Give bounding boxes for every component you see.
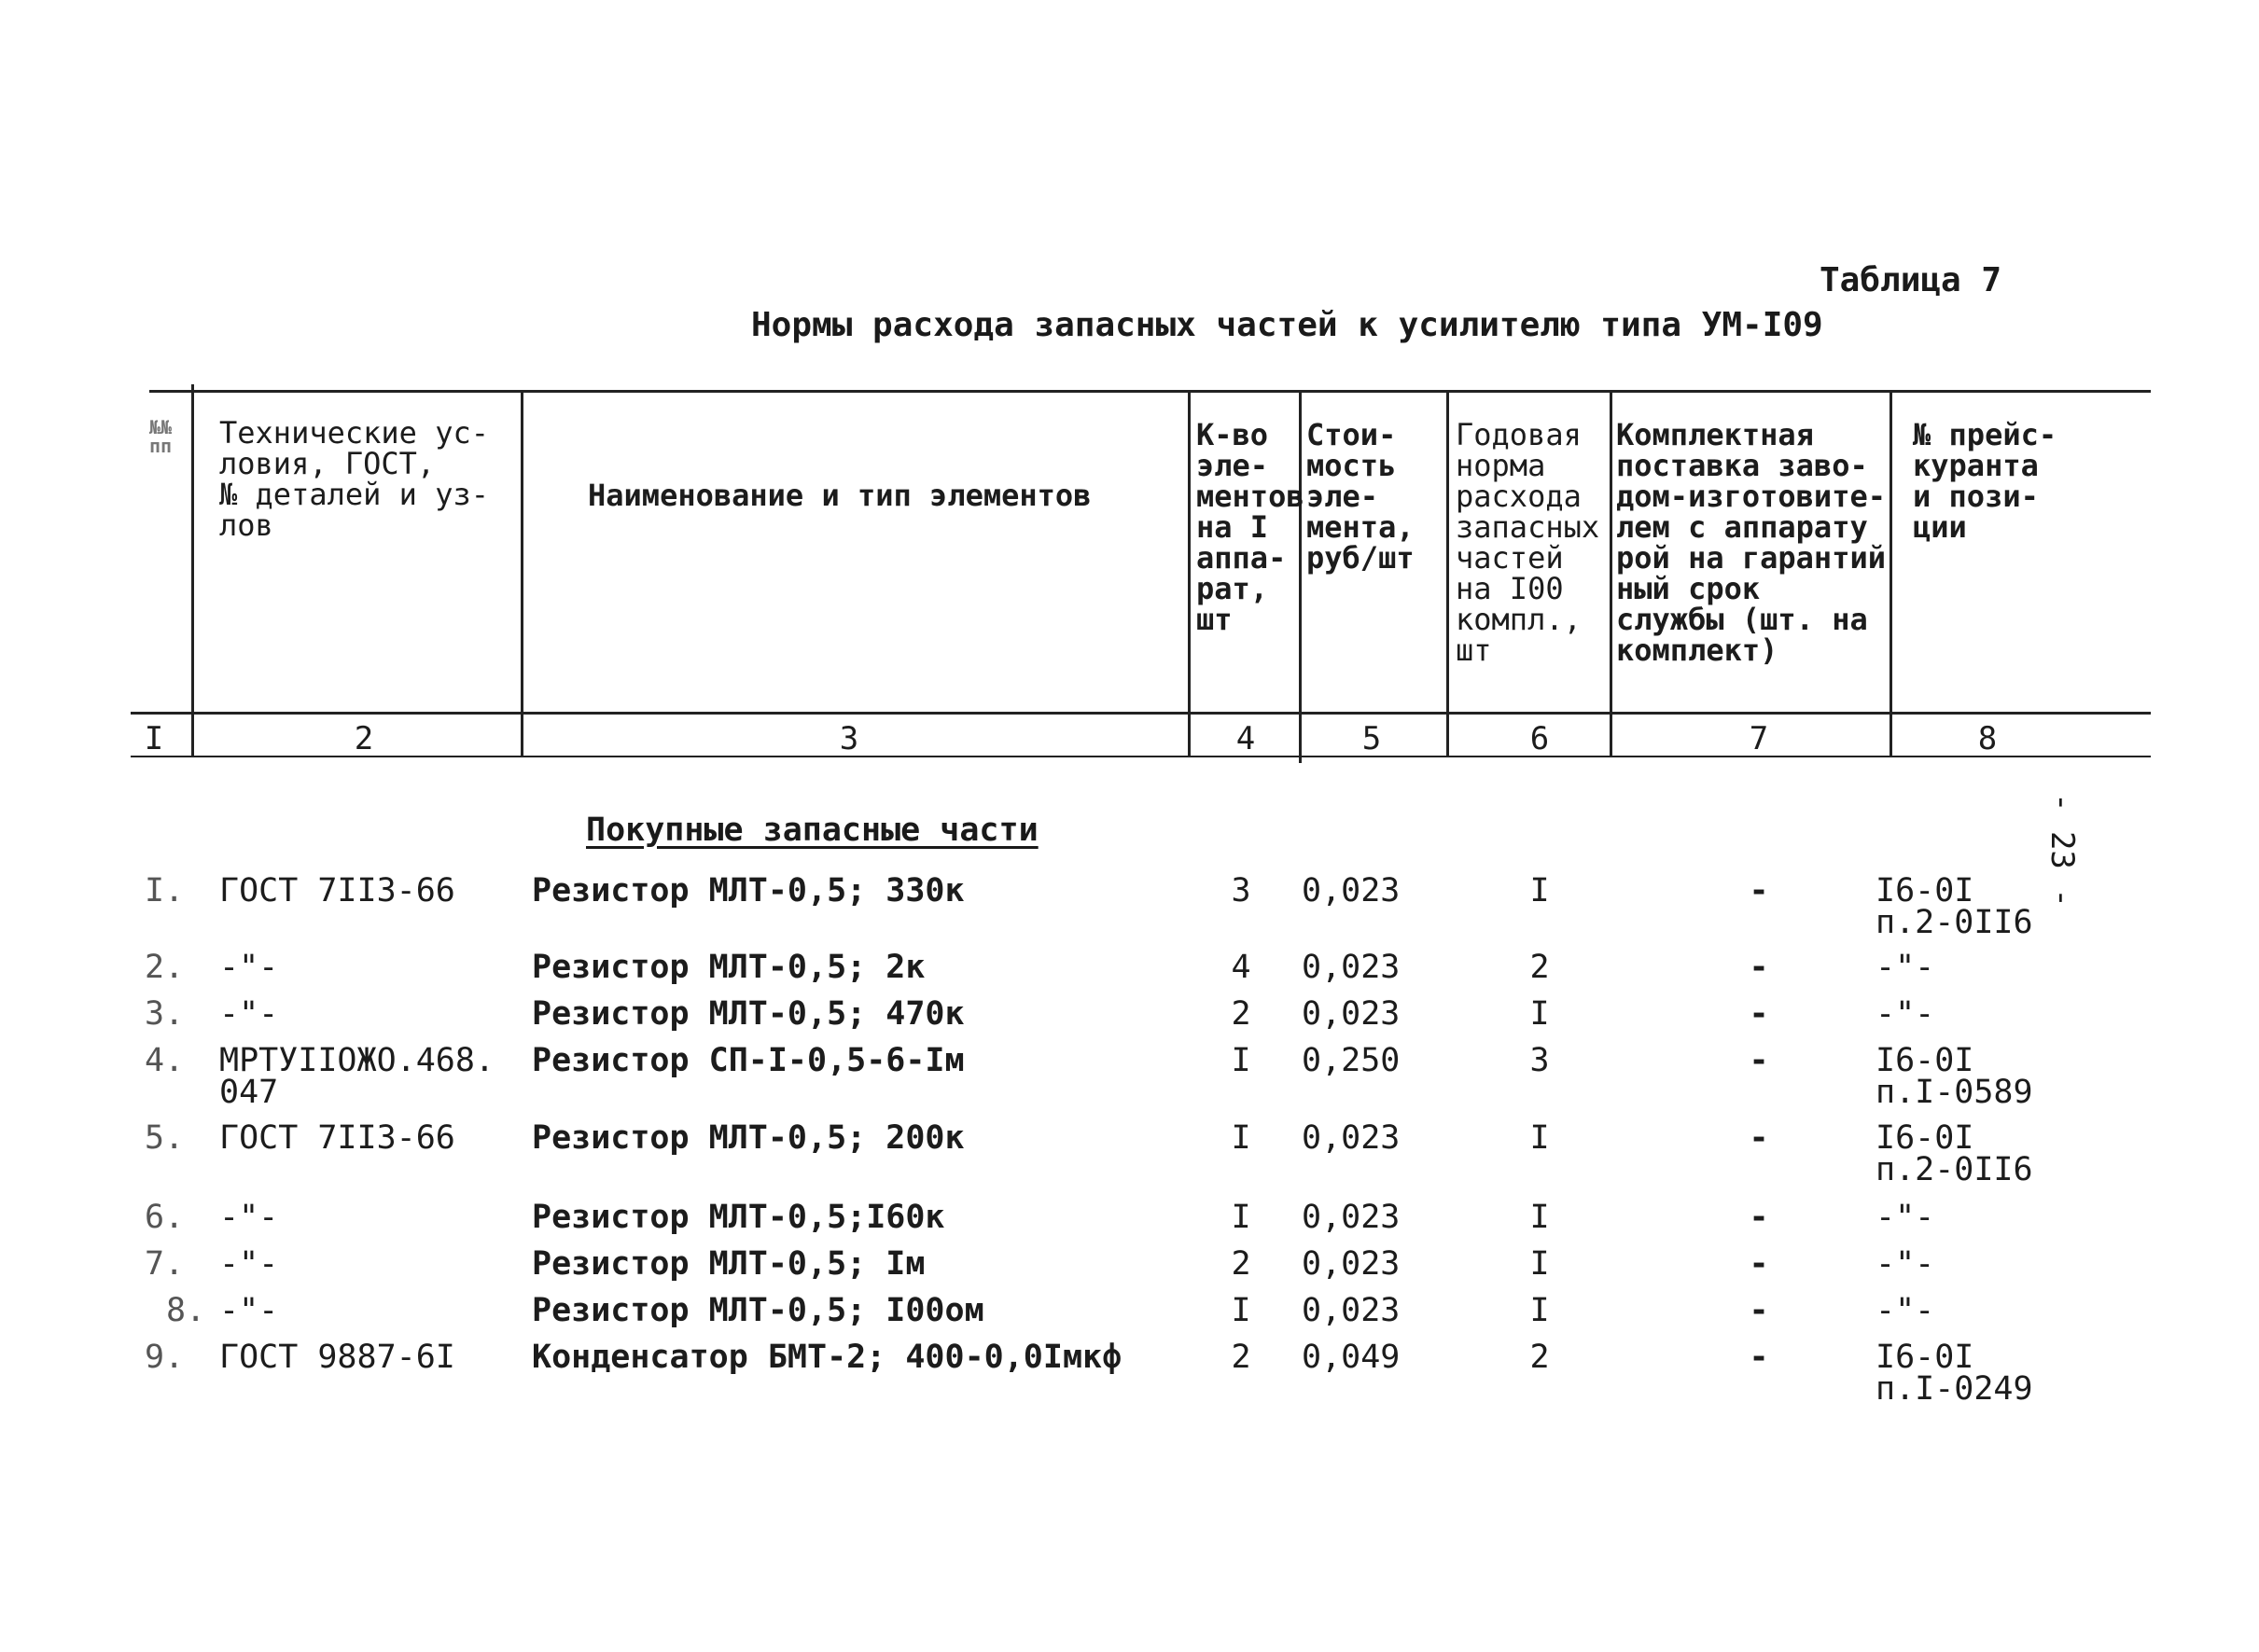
table-row <box>0 1119 2259 1197</box>
row-supply: - <box>1749 872 1769 909</box>
row-supply: - <box>1749 1199 1769 1236</box>
row-supply: - <box>1749 1292 1769 1329</box>
row-quantity: 2 <box>1231 995 1251 1033</box>
header-cost: Стои- мость эле- мента, руб/шт <box>1306 417 1415 576</box>
row-quantity: 2 <box>1231 1339 1251 1376</box>
row-element-name: Резистор МЛТ-0,5; 2к <box>532 949 926 986</box>
row-price-list: I6-0I п.I-0589 <box>1876 1042 2033 1111</box>
row-cost: 0,023 <box>1302 1245 1401 1283</box>
column-number: I <box>144 720 164 757</box>
row-standard: ГОСТ 7II3-66 <box>219 1119 455 1157</box>
row-price-list: -"- <box>1876 1292 1935 1329</box>
row-price-list: I6-0I п.I-0249 <box>1876 1339 2033 1408</box>
table-row <box>0 1042 2259 1119</box>
row-cost: 0,023 <box>1302 1292 1401 1329</box>
row-price-list: I6-0I п.2-0II6 <box>1876 872 2033 941</box>
row-annual-norm: I <box>1529 1199 1550 1236</box>
row-number: 5. <box>145 1119 185 1157</box>
row-number: 4. <box>145 1042 185 1079</box>
header-price-list: № прейс- куранта и пози- ции <box>1913 417 2057 545</box>
row-standard: -"- <box>219 995 279 1033</box>
row-annual-norm: I <box>1529 1292 1550 1329</box>
row-element-name: Конденсатор БМТ-2; 400-0,0Iмкф <box>532 1339 1123 1376</box>
row-cost: 0,023 <box>1302 995 1401 1033</box>
row-number: 9. <box>145 1339 185 1376</box>
table-top-border <box>149 390 2151 393</box>
row-number: 8. <box>166 1292 206 1329</box>
row-number: I. <box>145 872 185 909</box>
column-divider <box>521 390 523 757</box>
header-name: Наименование и тип элементов <box>588 478 1092 513</box>
row-number: 2. <box>145 949 185 986</box>
column-number: 7 <box>1749 720 1769 757</box>
row-price-list: -"- <box>1876 949 1935 986</box>
row-cost: 0,023 <box>1302 1199 1401 1236</box>
row-cost: 0,023 <box>1302 1119 1401 1157</box>
row-number: 7. <box>145 1245 185 1283</box>
row-annual-norm: I <box>1529 872 1550 909</box>
row-cost: 0,049 <box>1302 1339 1401 1376</box>
header-annual-norm: Годовая норма расхода запасных частей на I00 компл., шт <box>1456 417 1600 668</box>
row-cost: 0,023 <box>1302 872 1401 909</box>
column-divider <box>1446 390 1449 757</box>
column-number: 6 <box>1529 720 1550 757</box>
header-quantity: К-во эле- ментов на I аппа- рат, шт <box>1196 417 1304 637</box>
column-divider <box>1188 390 1191 757</box>
row-supply: - <box>1749 1245 1769 1283</box>
header-supply: Комплектная поставка заво- дом-изготовите- лем с аппарату рой на гарантий ный срок службы (шт. на комплект) <box>1616 417 1886 668</box>
column-number: 4 <box>1235 720 1256 757</box>
row-standard: ГОСТ 7II3-66 <box>219 872 455 909</box>
row-standard: -"- <box>219 1199 279 1236</box>
row-element-name: Резистор МЛТ-0,5;I60к <box>532 1199 945 1236</box>
row-element-name: Резистор СП-I-0,5-6-Iм <box>532 1042 965 1079</box>
column-number: 5 <box>1361 720 1382 757</box>
row-standard: ГОСТ 9887-6I <box>219 1339 455 1376</box>
row-standard: МРТУIIОЖО.468. 047 <box>219 1042 495 1111</box>
column-number: 8 <box>1977 720 1998 757</box>
header-number: №№ пп <box>149 416 173 457</box>
row-cost: 0,023 <box>1302 949 1401 986</box>
row-price-list: -"- <box>1876 1245 1935 1283</box>
section-title: Покупные запасные части <box>586 812 1039 849</box>
page-number: - 23 - <box>2043 793 2081 908</box>
row-element-name: Резистор МЛТ-0,5; I00ом <box>532 1292 984 1329</box>
column-number: 2 <box>354 720 374 757</box>
row-supply: - <box>1749 1042 1769 1079</box>
row-quantity: I <box>1231 1199 1251 1236</box>
row-annual-norm: 2 <box>1529 1339 1550 1376</box>
row-standard: -"- <box>219 1292 279 1329</box>
row-element-name: Резистор МЛТ-0,5; 330к <box>532 872 965 909</box>
header-standard: Технические ус- ловия, ГОСТ, № деталей и уз- лов <box>219 415 489 543</box>
table-label: Таблица 7 <box>1820 261 2002 299</box>
table-row <box>0 872 2259 950</box>
header-divider <box>131 712 2151 715</box>
row-element-name: Резистор МЛТ-0,5; 200к <box>532 1119 965 1157</box>
row-supply: - <box>1749 995 1769 1033</box>
row-number: 6. <box>145 1199 185 1236</box>
row-annual-norm: I <box>1529 1119 1550 1157</box>
row-annual-norm: 3 <box>1529 1042 1550 1079</box>
row-annual-norm: I <box>1529 995 1550 1033</box>
row-element-name: Резистор МЛТ-0,5; Iм <box>532 1245 926 1283</box>
row-supply: - <box>1749 1339 1769 1376</box>
column-divider <box>191 384 194 757</box>
row-supply: - <box>1749 1119 1769 1157</box>
row-annual-norm: I <box>1529 1245 1550 1283</box>
row-price-list: -"- <box>1876 1199 1935 1236</box>
row-standard: -"- <box>219 1245 279 1283</box>
row-price-list: I6-0I п.2-0II6 <box>1876 1119 2033 1188</box>
row-price-list: -"- <box>1876 995 1935 1033</box>
row-annual-norm: 2 <box>1529 949 1550 986</box>
page-title: Нормы расхода запасных частей к усилителю типа УМ-I09 <box>751 306 1823 344</box>
row-quantity: I <box>1231 1119 1251 1157</box>
row-number: 3. <box>145 995 185 1033</box>
row-quantity: 3 <box>1231 872 1251 909</box>
column-divider <box>1610 390 1612 757</box>
row-supply: - <box>1749 949 1769 986</box>
table-row <box>0 1341 2259 1416</box>
table-bottom-border <box>131 756 2151 757</box>
row-cost: 0,250 <box>1302 1042 1401 1079</box>
column-divider <box>1889 390 1892 757</box>
row-element-name: Резистор МЛТ-0,5; 470к <box>532 995 965 1033</box>
row-quantity: 2 <box>1231 1245 1251 1283</box>
row-quantity: I <box>1231 1292 1251 1329</box>
row-standard: -"- <box>219 949 279 986</box>
row-quantity: I <box>1231 1042 1251 1079</box>
column-number: 3 <box>839 720 859 757</box>
row-quantity: 4 <box>1231 949 1251 986</box>
